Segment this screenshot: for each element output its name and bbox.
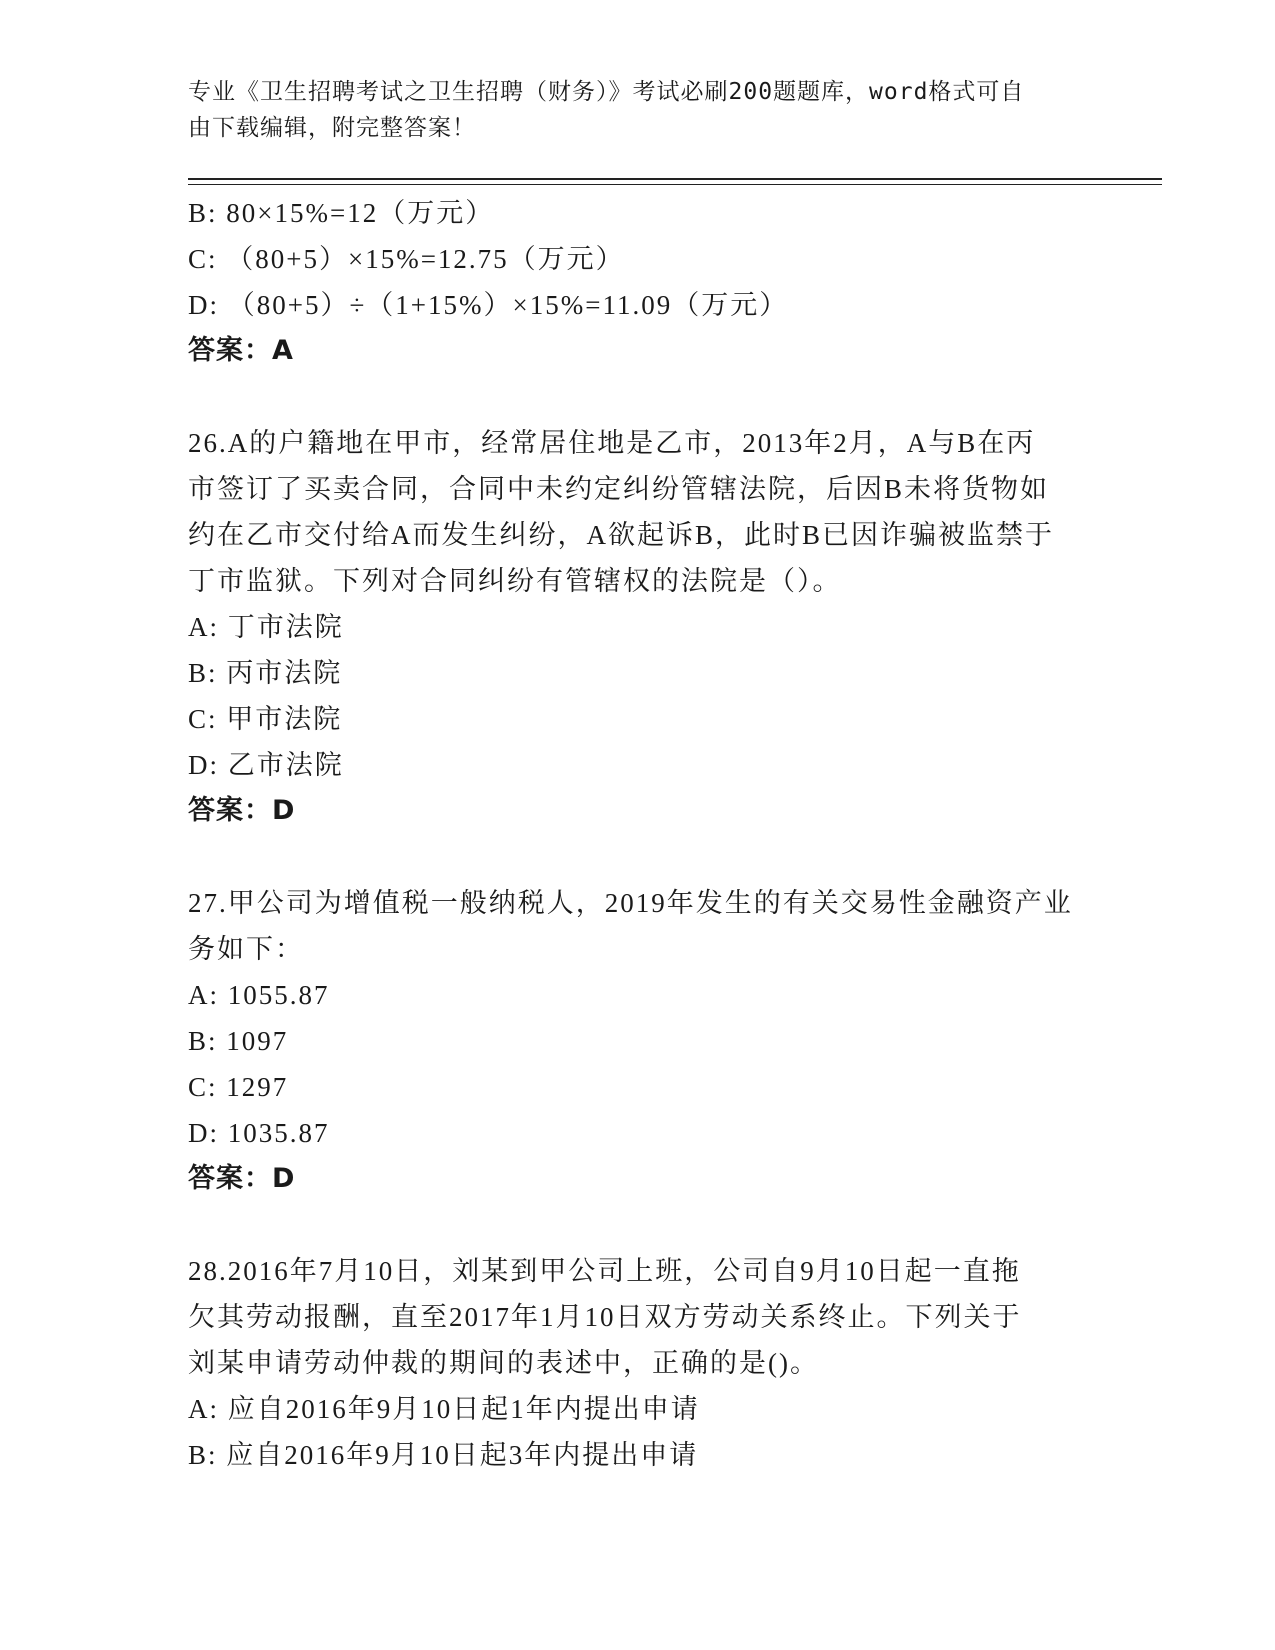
question-27 bbox=[188, 880, 1088, 1202]
option-a: A: 丁市法院 bbox=[188, 612, 344, 642]
question-stem-line: 26.A的户籍地在甲市，经常居住地是乙市，2013年2月，A与B在丙 bbox=[188, 428, 1036, 458]
spacer bbox=[188, 834, 1088, 880]
question-stem-line: 欠其劳动报酬，直至2017年1月10日双方劳动关系终止。下列关于 bbox=[188, 1302, 1022, 1332]
option-c: C: 甲市法院 bbox=[188, 704, 343, 734]
header-line-1: 专业《卫生招聘考试之卫生招聘（财务）》考试必刷200题题库，word格式可自 bbox=[188, 79, 1025, 105]
answer-label: 答案：D bbox=[188, 795, 296, 826]
document-header bbox=[188, 74, 1078, 146]
spacer bbox=[188, 1202, 1088, 1248]
option-c: C: 1297 bbox=[188, 1072, 289, 1102]
option-d: D: （80+5）÷（1+15%）×15%=11.09（万元） bbox=[188, 290, 789, 320]
option-b: B: 1097 bbox=[188, 1026, 289, 1056]
option-b: B: 应自2016年9月10日起3年内提出申请 bbox=[188, 1440, 699, 1470]
option-b: B: 80×15%=12（万元） bbox=[188, 198, 495, 228]
spacer bbox=[188, 374, 1088, 420]
question-26 bbox=[188, 420, 1088, 834]
option-d: D: 1035.87 bbox=[188, 1118, 330, 1148]
question-stem-line: 丁市监狱。下列对合同纠纷有管辖权的法院是（）。 bbox=[188, 566, 842, 596]
answer-label: 答案：D bbox=[188, 1163, 296, 1194]
header-divider-thick bbox=[188, 178, 1162, 180]
question-stem-line: 市签订了买卖合同，合同中未约定纠纷管辖法院，后因B未将货物如 bbox=[188, 474, 1050, 504]
question-stem-line: 28.2016年7月10日，刘某到甲公司上班，公司自9月10日起一直拖 bbox=[188, 1256, 1021, 1286]
question-25 bbox=[188, 190, 1088, 374]
question-stem-line: 约在乙市交付给A而发生纠纷，A欲起诉B，此时B已因诈骗被监禁于 bbox=[188, 520, 1055, 550]
question-stem-line: 务如下： bbox=[188, 934, 304, 964]
option-a: A: 1055.87 bbox=[188, 980, 330, 1010]
option-a: A: 应自2016年9月10日起1年内提出申请 bbox=[188, 1394, 700, 1424]
question-content bbox=[188, 190, 1088, 1478]
option-c: C: （80+5）×15%=12.75（万元） bbox=[188, 244, 625, 274]
question-stem-line: 27.甲公司为增值税一般纳税人，2019年发生的有关交易性金融资产业 bbox=[188, 888, 1073, 918]
option-b: B: 丙市法院 bbox=[188, 658, 343, 688]
question-stem-line: 刘某申请劳动仲裁的期间的表述中，正确的是()。 bbox=[188, 1348, 819, 1378]
question-28 bbox=[188, 1248, 1088, 1478]
header-divider-thin bbox=[188, 184, 1162, 185]
answer-label: 答案：A bbox=[188, 335, 294, 366]
header-line-2: 由下载编辑，附完整答案！ bbox=[188, 115, 476, 141]
option-d: D: 乙市法院 bbox=[188, 750, 344, 780]
